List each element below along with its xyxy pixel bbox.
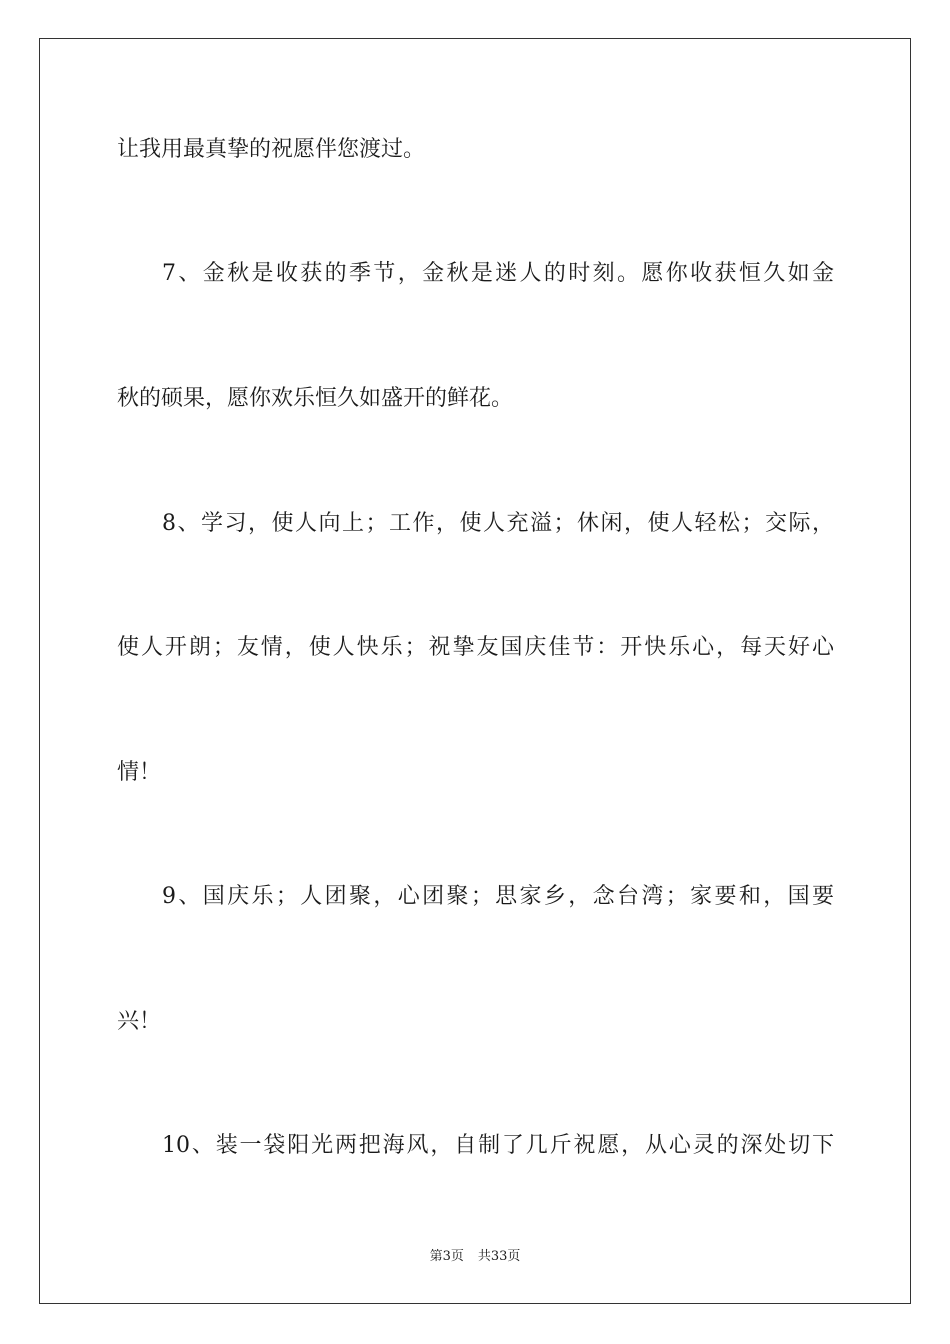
page-border [39,38,911,1304]
text-line-6: 情！ [117,760,162,785]
text-line-1: 让我用最真挚的祝愿伴您渡过。 [117,137,426,162]
page-footer [0,1248,950,1266]
text-line-9: 10、装一袋阳光两把海风，自制了几斤祝愿，从心灵的深处切下 [162,1133,834,1158]
page-number: 第3页 [429,1249,464,1264]
text-line-3: 秋的硕果，愿你欢乐恒久如盛开的鲜花。 [117,386,514,411]
page-total: 共33页 [477,1249,521,1264]
text-line-8: 兴！ [117,1009,162,1034]
text-line-7: 9、国庆乐；人团聚，心团聚；思家乡，念台湾；家要和，国要 [162,884,834,909]
text-line-2: 7、金秋是收获的季节，金秋是迷人的时刻。愿你收获恒久如金 [162,261,834,286]
text-line-5: 使人开朗；友情，使人快乐；祝挚友国庆佳节：开快乐心，每天好心 [117,635,834,660]
text-line-4: 8、学习，使人向上；工作，使人充溢；休闲，使人轻松；交际， [162,511,834,536]
